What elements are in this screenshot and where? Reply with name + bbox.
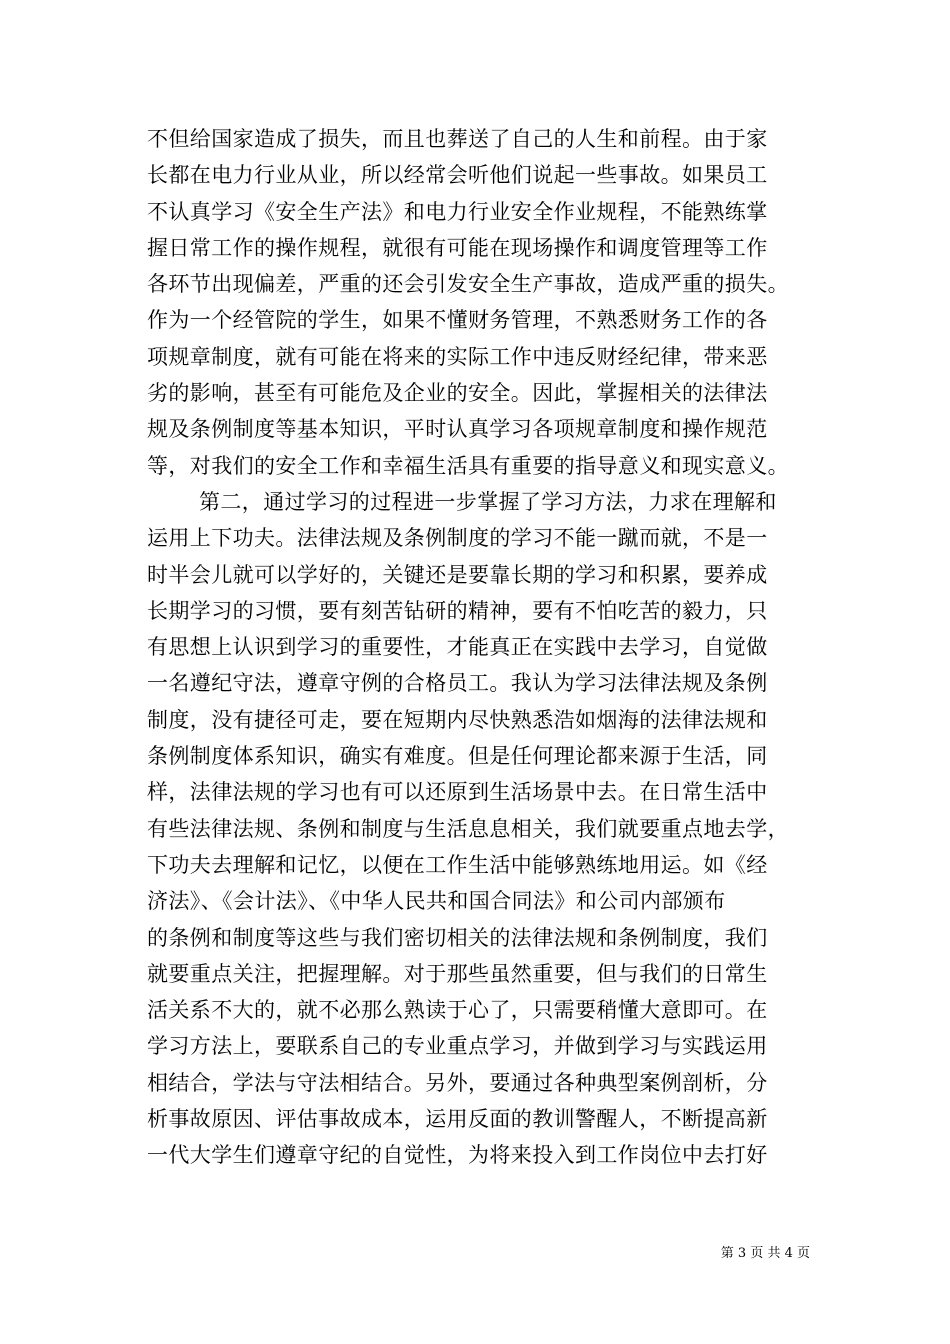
paragraph-start-line: 第二，通过学习的过程进一步掌握了学习方法，力求在理解和 [199,489,777,514]
text-line: 运用上下功夫。法律法规及条例制度的学习不能一蹴而就，不是一 [147,526,768,551]
text-line: 就要重点关注，把握理解。对于那些虽然重要，但与我们的日常生 [147,961,768,986]
text-line: 劣的影响，甚至有可能危及企业的安全。因此，掌握相关的法律法 [147,381,768,406]
text-line: 长期学习的习惯，要有刻苦钻研的精神，要有不怕吃苦的毅力，只 [147,598,768,623]
text-line: 时半会儿就可以学好的，关键还是要靠长期的学习和积累，要养成 [147,562,768,587]
text-line: 下功夫去理解和记忆，以便在工作生活中能够熟练地用运。如《经 [147,852,768,877]
text-line: 一代大学生们遵章守纪的自觉性，为将来投入到工作岗位中去打好 [147,1143,768,1168]
text-line: 析事故原因、评估事故成本，运用反面的教训警醒人，不断提高新 [147,1107,768,1132]
text-line: 的条例和制度等这些与我们密切相关的法律法规和条例制度，我们 [147,925,768,950]
body-text [147,121,807,1174]
text-line: 相结合，学法与守法相结合。另外，要通过各种典型案例剖析，分 [147,1070,768,1095]
text-line: 不但给国家造成了损失，而且也葬送了自己的人生和前程。由于家 [147,127,768,151]
text-line: 不认真学习《安全生产法》和电力行业安全作业规程，不能熟练掌 [147,199,768,224]
text-line: 制度，没有捷径可走，要在短期内尽快熟悉浩如烟海的法律法规和 [147,707,768,732]
text-line: 样，法律法规的学习也有可以还原到生活场景中去。在日常生活中 [147,780,768,805]
text-line: 握日常工作的操作规程，就很有可能在现场操作和调度管理等工作 [147,235,768,260]
text-line: 有些法律法规、条例和制度与生活息息相关，我们就要重点地去学， [147,816,789,841]
text-line: 活关系不大的，就不必那么熟读于心了，只需要稍懂大意即可。在 [147,998,768,1023]
text-line: 等，对我们的安全工作和幸福生活具有重要的指导意义和现实意义。 [147,453,789,478]
text-line: 规及条例制度等基本知识，平时认真学习各项规章制度和操作规范 [147,417,768,442]
text-line: 济法》、《会计法》、《中华人民共和国合同法》和公司内部颁布 [147,889,726,914]
text-line: 学习方法上，要联系自己的专业重点学习，并做到学习与实践运用 [147,1034,768,1059]
text-line: 一名遵纪守法，遵章守例的合格员工。我认为学习法律法规及条例 [147,671,768,696]
text-line: 作为一个经管院的学生，如果不懂财务管理，不熟悉财务工作的各 [147,308,768,333]
text-line: 有思想上认识到学习的重要性，才能真正在实践中去学习，自觉做 [147,635,768,660]
page-number-footer: 第 3 页 共 4 页 [720,1246,810,1261]
text-line: 条例制度体系知识，确实有难度。但是任何理论都来源于生活，同 [147,744,768,769]
text-line: 各环节出现偏差，严重的还会引发安全生产事故，造成严重的损失。 [147,272,789,297]
text-line: 长都在电力行业从业，所以经常会听他们说起一些事故。如果员工 [147,163,768,188]
text-line: 项规章制度，就有可能在将来的实际工作中违反财经纪律，带来恶 [147,344,768,369]
